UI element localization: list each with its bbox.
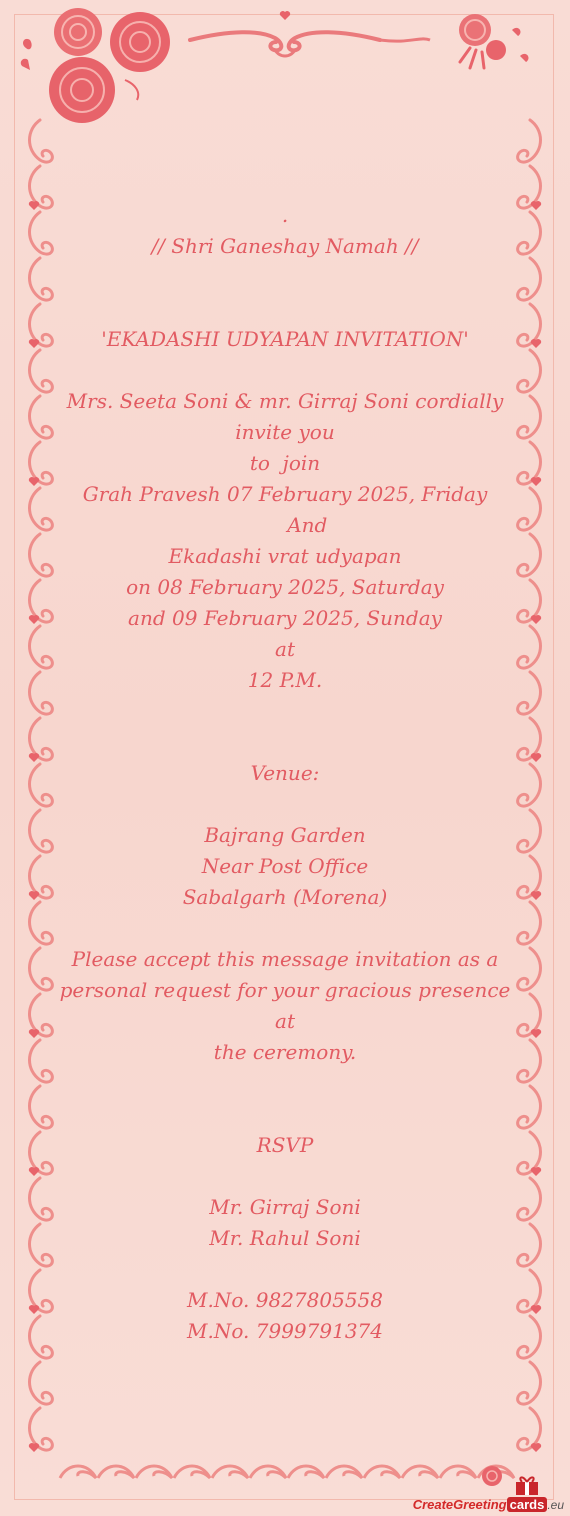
invitation-line: invite you <box>235 420 335 444</box>
bottom-swirl-icon <box>326 1466 362 1478</box>
bottom-swirl-icon <box>364 1466 400 1478</box>
spacer <box>50 696 520 727</box>
spacer <box>50 789 520 820</box>
invitation-line: Ekadashi vrat udyapan <box>168 544 402 568</box>
swirl-icon <box>30 212 53 254</box>
swirl-icon <box>518 948 541 990</box>
invitation-line: Mrs. Seeta Soni & mr. Girraj Soni cordially <box>66 389 504 413</box>
heart-icon <box>531 477 541 486</box>
spacer <box>50 262 520 293</box>
swirl-icon <box>30 258 53 300</box>
heart-icon <box>531 1029 541 1038</box>
bottom-swirl-icon <box>98 1466 134 1478</box>
heart-icon <box>29 753 39 762</box>
bottom-swirl-icon <box>212 1466 248 1478</box>
swirl-icon <box>518 1086 541 1128</box>
invitation-line: the ceremony. <box>213 1040 357 1064</box>
invitation-line: Sabalgarh (Morena) <box>182 885 388 909</box>
invitation-line: Please accept this message invitation as a <box>71 947 499 971</box>
invitation-line: and 09 February 2025, Sunday <box>128 606 442 630</box>
heart-icon <box>531 1443 541 1452</box>
swirl-icon <box>518 1362 541 1404</box>
rose-icon-top-right <box>459 14 528 68</box>
invitation-line: Bajrang Garden <box>204 823 366 847</box>
swirl-icon <box>30 1362 53 1404</box>
heart-icon <box>29 891 39 900</box>
swirl-icon <box>30 488 53 530</box>
invitation-line: to join <box>249 451 321 475</box>
invitation-line: M.No. 7999791374 <box>187 1319 383 1343</box>
rose-cluster-icon <box>21 8 170 123</box>
invitation-line: 12 P.M. <box>247 668 323 692</box>
swirl-icon <box>30 948 53 990</box>
swirl-icon <box>518 810 541 852</box>
swirl-icon <box>30 810 53 852</box>
heart-icon <box>29 339 39 348</box>
heart-icon <box>531 1167 541 1176</box>
bottom-swirl-icon <box>440 1466 476 1478</box>
swirl-icon <box>30 1316 53 1358</box>
swirl-icon <box>30 1040 53 1082</box>
spacer <box>50 1099 520 1130</box>
bottom-swirl-icon <box>136 1466 172 1478</box>
swirl-icon <box>30 764 53 806</box>
swirl-icon <box>30 1224 53 1266</box>
brand-watermark <box>413 1497 564 1512</box>
invitation-line: Near Post Office <box>201 854 369 878</box>
bottom-swirl-icon <box>174 1466 210 1478</box>
heart-icon <box>531 339 541 348</box>
swirl-icon <box>30 902 53 944</box>
swirl-icon <box>30 1086 53 1128</box>
swirl-icon <box>518 120 541 162</box>
swirl-icon <box>30 396 53 438</box>
invitation-line: Mr. Girraj Soni <box>209 1195 361 1219</box>
swirl-icon <box>518 1040 541 1082</box>
swirl-icon <box>30 350 53 392</box>
gift-box-icon <box>514 1474 540 1496</box>
heart-icon <box>531 201 541 210</box>
invitation-line: on 08 February 2025, Saturday <box>126 575 444 599</box>
swirl-icon <box>518 1178 541 1220</box>
heart-icon <box>531 1305 541 1314</box>
swirl-icon <box>30 626 53 668</box>
swirl-icon <box>518 902 541 944</box>
invitation-line: . <box>281 203 289 227</box>
brand-part2: cards <box>507 1497 548 1512</box>
invitation-line: M.No. 9827805558 <box>187 1288 383 1312</box>
swirl-icon <box>518 672 541 714</box>
spacer <box>50 1254 520 1285</box>
heart-icon <box>29 477 39 486</box>
bottom-swirl-icon <box>60 1466 96 1478</box>
invitation-line: Venue: <box>250 761 320 785</box>
invitation-line: Grah Pravesh 07 February 2025, Friday <box>82 482 488 506</box>
swirl-icon <box>518 1224 541 1266</box>
bottom-rose-icons <box>482 1466 502 1486</box>
swirl-icon <box>30 1178 53 1220</box>
invitation-line: RSVP <box>256 1133 314 1157</box>
spacer <box>50 727 520 758</box>
bottom-swirl-icon <box>250 1466 286 1478</box>
swirl-icon <box>30 534 53 576</box>
spacer <box>50 355 520 386</box>
brand-part1: CreateGreeting <box>412 1497 507 1512</box>
swirl-icon <box>518 396 541 438</box>
spacer <box>50 913 520 944</box>
invitation-line: // Shri Ganeshay Namah // <box>151 234 419 258</box>
heart-icon <box>29 1305 39 1314</box>
heart-icon <box>29 615 39 624</box>
heart-icon <box>29 1029 39 1038</box>
swirl-icon <box>518 488 541 530</box>
invitation-line: personal request for your gracious presence at <box>59 978 517 1033</box>
swirl-icon <box>30 672 53 714</box>
brand-part3: .eu <box>547 1498 564 1512</box>
invitation-text <box>50 200 520 1347</box>
swirl-icon <box>518 764 541 806</box>
swirl-icon <box>518 212 541 254</box>
swirl-icon <box>518 350 541 392</box>
spacer <box>50 293 520 324</box>
heart-icon <box>531 753 541 762</box>
heart-icon <box>531 615 541 624</box>
bottom-swirl-icon <box>402 1466 438 1478</box>
swirl-icon <box>518 534 541 576</box>
spacer <box>50 1161 520 1192</box>
swirl-icon <box>518 258 541 300</box>
swirl-icon <box>518 626 541 668</box>
spacer <box>50 1068 520 1099</box>
invitation-line: 'EKADASHI UDYAPAN INVITATION' <box>101 327 469 351</box>
top-scroll-icon <box>190 11 430 56</box>
invitation-line: Mr. Rahul Soni <box>209 1226 361 1250</box>
heart-icon <box>531 891 541 900</box>
bottom-swirl-icon <box>288 1466 324 1478</box>
invitation-line: at <box>275 637 295 661</box>
swirl-icon <box>30 120 53 162</box>
invitation-line: And <box>242 513 328 537</box>
heart-icon <box>29 1167 39 1176</box>
heart-icon <box>29 1443 39 1452</box>
heart-icon <box>29 201 39 210</box>
swirl-icon <box>518 1316 541 1358</box>
